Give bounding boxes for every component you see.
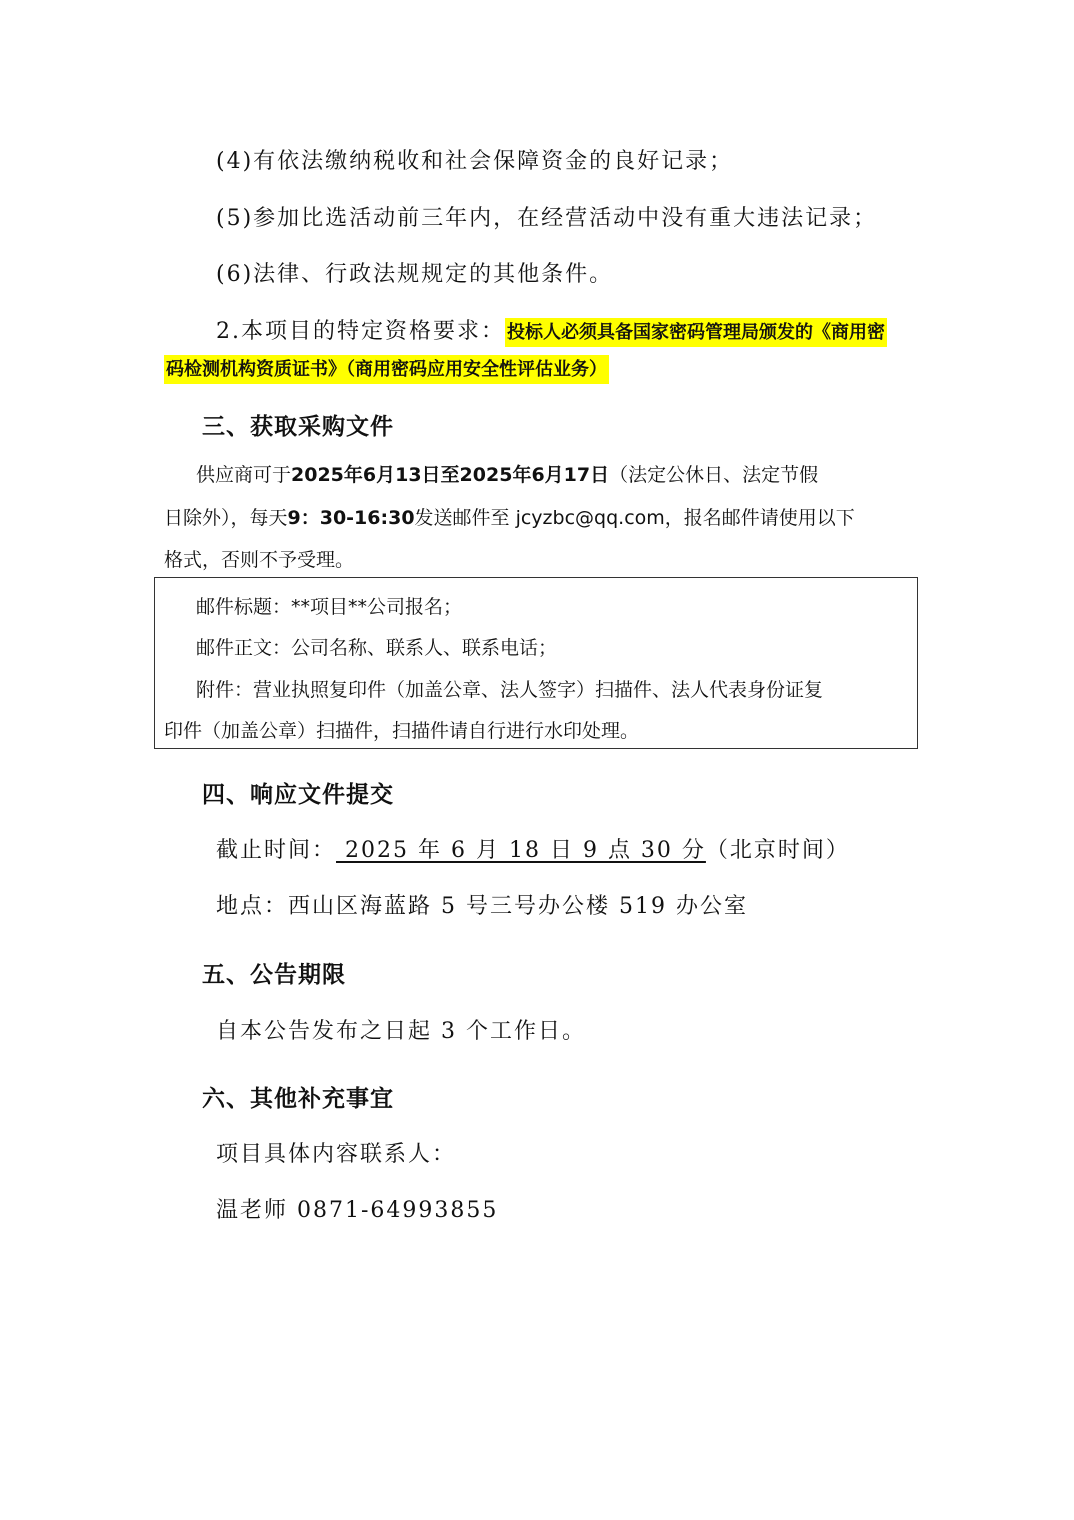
specific-qualification-line-2 xyxy=(164,355,609,381)
specific-qualification-highlight-2: 码检测机构资质证书》（商用密码应用安全性评估业务） xyxy=(164,355,609,384)
daily-hours: 9：30-16:30 xyxy=(287,507,415,529)
deadline-value: 2025 年 6 月 18 日 9 点 30 分 xyxy=(336,838,706,863)
section-3-line-1-suffix: （法定公休日、法定节假 xyxy=(609,464,819,486)
email-attachment-format-cont: 印件（加盖公章）扫描件，扫描件请自行进行水印处理。 xyxy=(164,720,640,742)
section-5-heading: 五、公告期限 xyxy=(202,962,346,988)
specific-qualification-label: 2.本项目的特定资格要求： xyxy=(216,319,505,344)
specific-qualification-highlight-1: 投标人必须具备国家密码管理局颁发的《商用密 xyxy=(505,318,887,347)
section-4-heading: 四、响应文件提交 xyxy=(202,782,394,808)
contact-label: 项目具体内容联系人： xyxy=(216,1142,457,1167)
section-3-line-2 xyxy=(164,503,855,530)
submission-location: 地点：西山区海蓝路 5 号三号办公楼 519 办公室 xyxy=(216,894,748,919)
email-attachment-format: 附件：营业执照复印件（加盖公章、法人签字）扫描件、法人代表身份证复 xyxy=(196,679,824,701)
contact-value: 温老师 0871-64993855 xyxy=(216,1198,499,1223)
section-3-heading: 三、获取采购文件 xyxy=(202,414,394,440)
section-3-line-3: 格式，否则不予受理。 xyxy=(164,549,355,571)
deadline-note: （北京时间） xyxy=(705,838,850,863)
email-body-format: 邮件正文：公司名称、联系人、联系电话； xyxy=(196,637,558,659)
acquisition-dates: 2025年6月13日至2025年6月17日 xyxy=(291,464,610,486)
specific-qualification xyxy=(216,314,887,345)
notice-period: 自本公告发布之日起 3 个工作日。 xyxy=(216,1019,586,1044)
section-3-line-2-mid: 发送邮件至 jcyzbc@qq.com，报名邮件请使用以下 xyxy=(414,507,855,529)
qualification-item-5: (5)参加比选活动前三年内，在经营活动中没有重大违法记录； xyxy=(216,206,878,231)
deadline-label: 截止时间： xyxy=(216,838,337,863)
qualification-item-4: (4)有依法缴纳税收和社会保障资金的良好记录； xyxy=(216,149,734,174)
deadline-line xyxy=(216,833,850,864)
section-6-heading: 六、其他补充事宜 xyxy=(202,1086,394,1112)
qualification-item-6: (6)法律、行政法规规定的其他条件。 xyxy=(216,262,614,287)
email-subject-format: 邮件标题：**项目**公司报名； xyxy=(196,596,463,618)
section-3-line-1 xyxy=(196,460,818,487)
section-3-line-2-prefix: 日除外），每天 xyxy=(164,507,288,529)
section-3-line-1-prefix: 供应商可于 xyxy=(196,464,292,486)
